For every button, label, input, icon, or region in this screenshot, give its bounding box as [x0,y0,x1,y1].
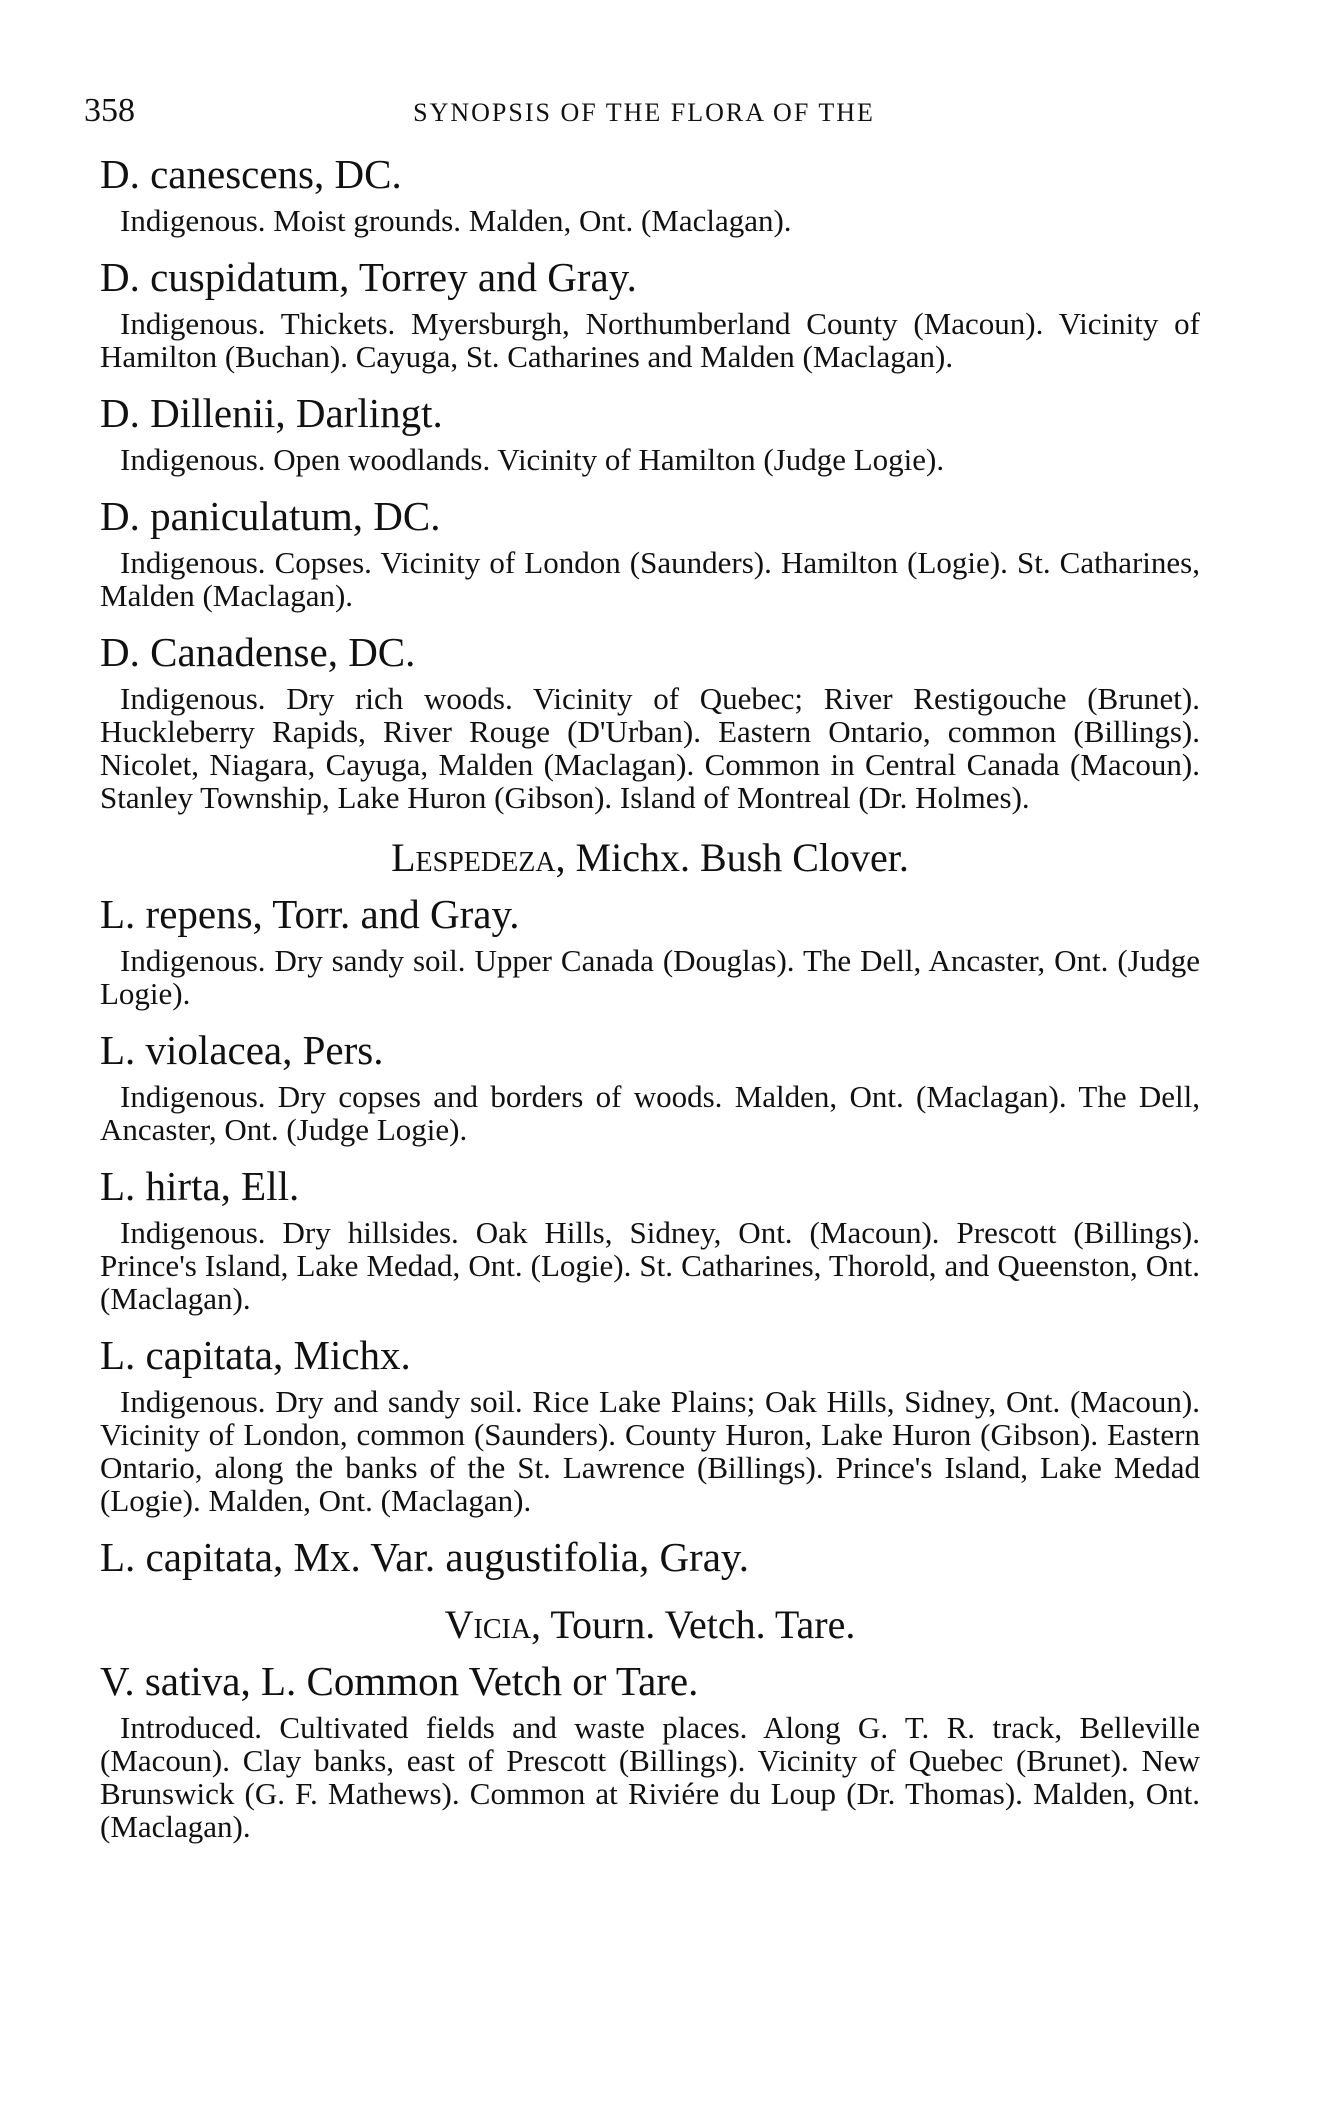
species-description: Indigenous. Dry rich woods. Vicinity of Quebec; River Restigouche (Brunet). Huckleberry Rapids, River Rouge (D'Urban). Eastern Ontario, common (Billings). Nicolet, Niagara, Cayuga, Malden (Maclagan). Common in Central Canada (Macoun). Stanley Township, Lake Huron (Gibson). Island of Montreal (Dr. Holmes). [100,681,1200,815]
genus-name: Vicia [444,1602,532,1647]
species-description: Indigenous. Thickets. Myersburgh, Northumberland County (Macoun). Vicinity of Hamilton (Buchan). Cayuga, St. Catharines and Malden (Maclagan). [100,306,1200,374]
species-description: Indigenous. Open woodlands. Vicinity of Hamilton (Judge Logie). [120,442,945,477]
species-entry [100,1162,1200,1315]
species-name: L. repens, Torr. and Gray. [100,891,520,937]
species-name: D. Canadense, DC. [100,629,416,675]
species-entry [100,150,1200,237]
species-entry [100,890,1200,1010]
running-head [84,92,1204,132]
running-title: SYNOPSIS OF THE FLORA OF THE [413,98,875,127]
species-name: D. canescens, DC. [100,151,402,197]
species-name: V. sativa, L. Common Vetch or Tare. [100,1658,699,1704]
species-description: Indigenous. Moist grounds. Malden, Ont. (Maclagan). [120,203,792,238]
species-entry [100,1657,1200,1843]
species-entry [100,628,1200,814]
species-entry [100,389,1200,476]
species-name: D. cuspidatum, Torrey and Gray. [100,254,637,300]
page-number: 358 [84,92,135,129]
species-entry [100,1331,1200,1517]
species-description: Indigenous. Dry hillsides. Oak Hills, Sidney, Ont. (Macoun). Prescott (Billings). Prince's Island, Lake Medad, Ont. (Logie). St. Catharines, Thorold, and Queenston, Ont. (Maclagan). [100,1215,1200,1316]
species-entry [100,253,1200,373]
genus-heading-vicia [100,1601,1200,1649]
species-name: D. paniculatum, DC. [100,493,441,539]
page-content [100,150,1200,1859]
genus-authority: , Michx. Bush Clover. [555,835,909,880]
species-name: L. hirta, Ell. [100,1163,300,1209]
species-description: Indigenous. Dry sandy soil. Upper Canada (Douglas). The Dell, Ancaster, Ont. (Judge Logie). [100,943,1200,1011]
species-description: Indigenous. Dry and sandy soil. Rice Lake Plains; Oak Hills, Sidney, Ont. (Macoun). Vicinity of London, common (Saunders). County Huron, Lake Huron (Gibson). Eastern Ontario, along the banks of the St. Lawrence (Billings). Prince's Island, Lake Medad (Logie). Malden, Ont. (Maclagan). [100,1384,1200,1518]
species-name: D. Dillenii, Darlingt. [100,390,443,436]
species-entry [100,1026,1200,1146]
species-description: Indigenous. Copses. Vicinity of London (Saunders). Hamilton (Logie). St. Catharines, Malden (Maclagan). [100,545,1200,613]
variety-name: L. capitata, Mx. Var. augustifolia, Gray. [100,1534,749,1580]
species-entry [100,492,1200,612]
species-name: L. violacea, Pers. [100,1027,384,1073]
genus-name: Lespedeza [391,835,556,880]
species-description: Indigenous. Dry copses and borders of woods. Malden, Ont. (Maclagan). The Dell, Ancaster, Ont. (Judge Logie). [100,1079,1200,1147]
genus-heading-lespedeza [100,834,1200,882]
species-name: L. capitata, Michx. [100,1332,411,1378]
species-description: Introduced. Cultivated fields and waste places. Along G. T. R. track, Belleville (Macoun). Clay banks, east of Prescott (Billings). Vicinity of Quebec (Brunet). New Brunswick (G. F. Mathews). Common at Riviére du Loup (Dr. Thomas). Malden, Ont. (Maclagan). [100,1710,1200,1844]
genus-authority: , Tourn. Vetch. Tare. [531,1602,856,1647]
species-entry [100,1533,1200,1581]
